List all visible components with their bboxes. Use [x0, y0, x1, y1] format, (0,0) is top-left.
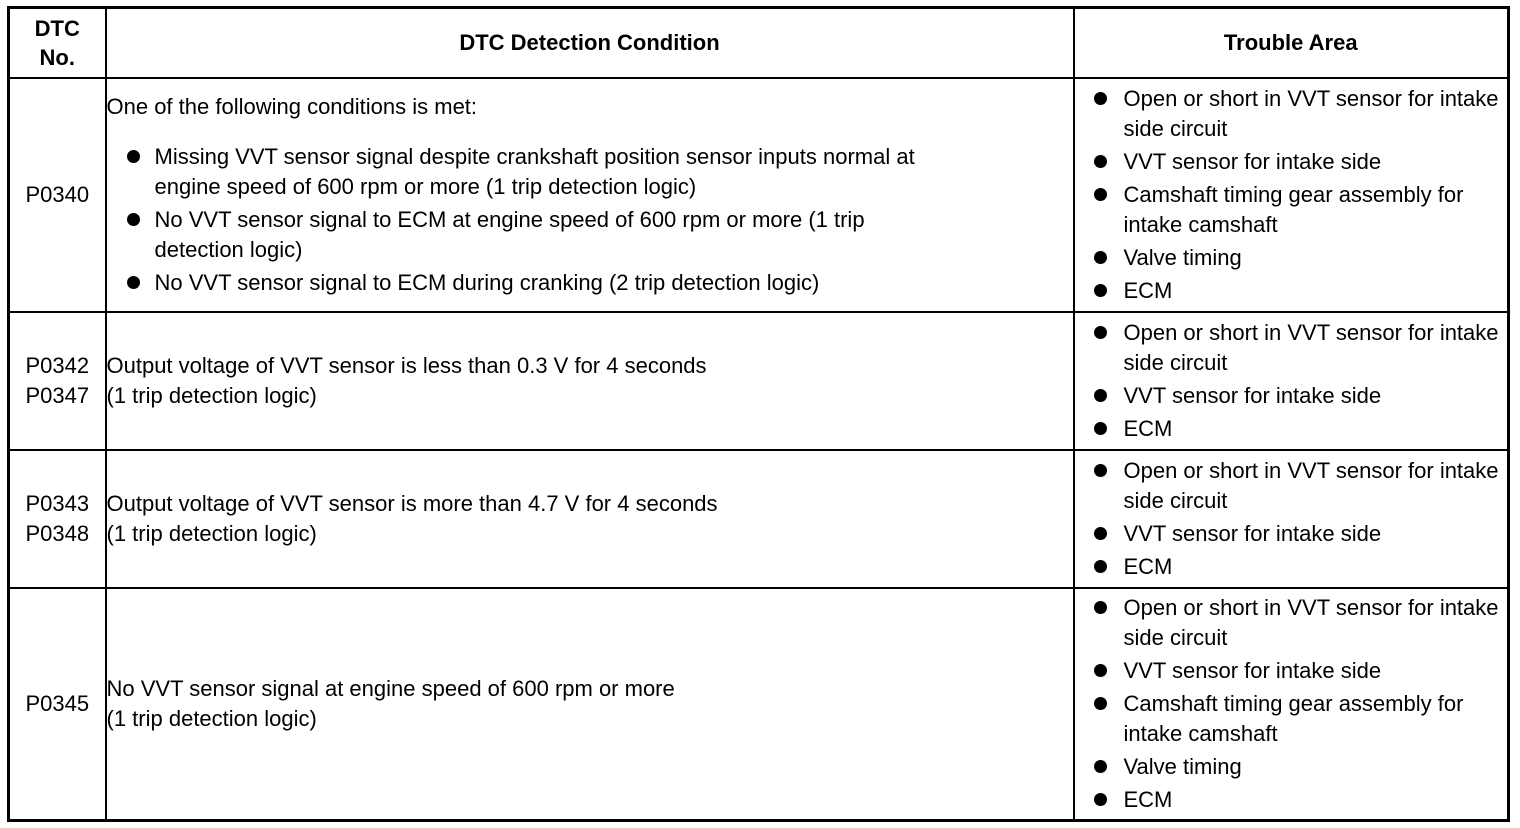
- header-dtc-no-line1: DTC: [34, 15, 80, 41]
- condition-text: No VVT sensor signal to ECM at engine speed of 600 rpm or more (1 trip: [154, 206, 865, 232]
- condition-text: (1 trip detection logic): [106, 705, 317, 731]
- header-condition: DTC Detection Condition: [106, 8, 1074, 78]
- header-trouble-area: Trouble Area: [1074, 8, 1509, 78]
- dtc-code-cell: [9, 588, 106, 821]
- trouble-area-text: ECM: [1123, 553, 1173, 579]
- dtc-code-cell: [9, 450, 106, 588]
- condition-text: (1 trip detection logic): [106, 382, 317, 408]
- list-item: [1075, 381, 1508, 411]
- trouble-area-text: ECM: [1123, 786, 1173, 812]
- bullet-icon: [1094, 389, 1107, 402]
- trouble-area-text: for intake camshaft: [1123, 690, 1464, 746]
- condition-text: Missing VVT sensor signal despite crankshaft position sensor inputs normal at: [154, 143, 915, 169]
- table-row: [9, 312, 1509, 450]
- list-item: [1075, 752, 1508, 782]
- trouble-area-text: Camshaft timing gear assembly: [1123, 690, 1432, 716]
- table-row: [9, 78, 1509, 312]
- header-row: [9, 8, 1509, 78]
- bullet-icon: [1094, 601, 1107, 614]
- condition-text: No VVT sensor signal to ECM during cranking (2 trip detection logic): [154, 269, 820, 295]
- bullet-icon: [1094, 92, 1107, 105]
- trouble-area-text: Open or short in VVT sensor for: [1123, 319, 1434, 345]
- bullet-icon: [1094, 155, 1107, 168]
- trouble-area-text: Camshaft timing gear assembly: [1123, 181, 1432, 207]
- trouble-area-cell: [1074, 312, 1509, 450]
- condition-cell: [106, 450, 1074, 588]
- condition-text: Output voltage of VVT sensor is less than 0.3 V for 4 seconds: [106, 352, 707, 378]
- trouble-area-text: ECM: [1123, 277, 1173, 303]
- dtc-code: P0343: [25, 490, 90, 516]
- list-item: [107, 142, 1073, 202]
- trouble-area-text: for intake camshaft: [1123, 181, 1464, 237]
- bullet-icon: [1094, 464, 1107, 477]
- trouble-area-text: intake side circuit: [1123, 594, 1499, 650]
- condition-cell: [106, 312, 1074, 450]
- dtc-code-cell: [9, 78, 106, 312]
- bullet-icon: [1094, 527, 1107, 540]
- bullet-icon: [127, 150, 140, 163]
- trouble-area-text: VVT sensor for intake side: [1123, 382, 1382, 408]
- trouble-area-cell: [1074, 78, 1509, 312]
- condition-text: engine speed of 600 rpm or more (1 trip detection logic): [154, 173, 697, 199]
- condition-cell: [106, 78, 1074, 312]
- table-row: [9, 450, 1509, 588]
- condition-text: detection logic): [154, 236, 303, 262]
- trouble-area-text: intake side circuit: [1123, 85, 1499, 141]
- trouble-area-cell: [1074, 588, 1509, 821]
- list-item: [1075, 414, 1508, 444]
- trouble-area-text: Valve timing: [1123, 753, 1242, 779]
- trouble-area-list: [1075, 456, 1508, 582]
- list-item: [1075, 456, 1508, 516]
- trouble-area-list: [1075, 593, 1508, 815]
- bullet-icon: [1094, 422, 1107, 435]
- list-item: [1075, 318, 1508, 378]
- condition-list: [107, 142, 1073, 298]
- bullet-icon: [1094, 284, 1107, 297]
- trouble-area-text: VVT sensor for intake side: [1123, 657, 1382, 683]
- bullet-icon: [1094, 760, 1107, 773]
- dtc-code: P0340: [25, 181, 90, 207]
- trouble-area-cell: [1074, 450, 1509, 588]
- condition-text: Output voltage of VVT sensor is more than 4.7 V for 4 seconds: [106, 490, 718, 516]
- bullet-icon: [127, 213, 140, 226]
- bullet-icon: [1094, 188, 1107, 201]
- dtc-code: P0347: [25, 382, 90, 408]
- list-item: [1075, 276, 1508, 306]
- trouble-area-text: VVT sensor for intake side: [1123, 148, 1382, 174]
- list-item: [1075, 656, 1508, 686]
- list-item: [1075, 593, 1508, 653]
- header-dtc-no: [9, 8, 106, 78]
- trouble-area-list: [1075, 318, 1508, 444]
- dtc-code-cell: [9, 312, 106, 450]
- bullet-icon: [1094, 697, 1107, 710]
- dtc-code: P0345: [25, 690, 90, 716]
- trouble-area-text: intake side circuit: [1123, 457, 1499, 513]
- list-item: [1075, 243, 1508, 273]
- dtc-table: [7, 6, 1510, 822]
- condition-lead: One of the following conditions is met:: [106, 93, 478, 119]
- list-item: [1075, 180, 1508, 240]
- dtc-code: P0342: [25, 352, 90, 378]
- list-item: [1075, 147, 1508, 177]
- bullet-icon: [1094, 664, 1107, 677]
- header-dtc-no-line2: No.: [39, 44, 75, 70]
- condition-text: No VVT sensor signal at engine speed of 600 rpm or more: [106, 675, 675, 701]
- trouble-area-text: Valve timing: [1123, 244, 1242, 270]
- bullet-icon: [1094, 326, 1107, 339]
- list-item: [107, 268, 1073, 298]
- bullet-icon: [1094, 793, 1107, 806]
- trouble-area-text: ECM: [1123, 415, 1173, 441]
- trouble-area-text: Open or short in VVT sensor for: [1123, 594, 1434, 620]
- list-item: [107, 205, 1073, 265]
- trouble-area-text: Open or short in VVT sensor for: [1123, 85, 1434, 111]
- trouble-area-list: [1075, 84, 1508, 306]
- trouble-area-text: VVT sensor for intake side: [1123, 520, 1382, 546]
- list-item: [1075, 552, 1508, 582]
- trouble-area-text: Open or short in VVT sensor for: [1123, 457, 1434, 483]
- list-item: [1075, 785, 1508, 815]
- condition-cell: [106, 588, 1074, 821]
- bullet-icon: [1094, 251, 1107, 264]
- list-item: [1075, 689, 1508, 749]
- table-row: [9, 588, 1509, 821]
- list-item: [1075, 84, 1508, 144]
- condition-text: (1 trip detection logic): [106, 520, 317, 546]
- trouble-area-text: intake side circuit: [1123, 319, 1499, 375]
- list-item: [1075, 519, 1508, 549]
- bullet-icon: [1094, 560, 1107, 573]
- bullet-icon: [127, 276, 140, 289]
- dtc-code: P0348: [25, 520, 90, 546]
